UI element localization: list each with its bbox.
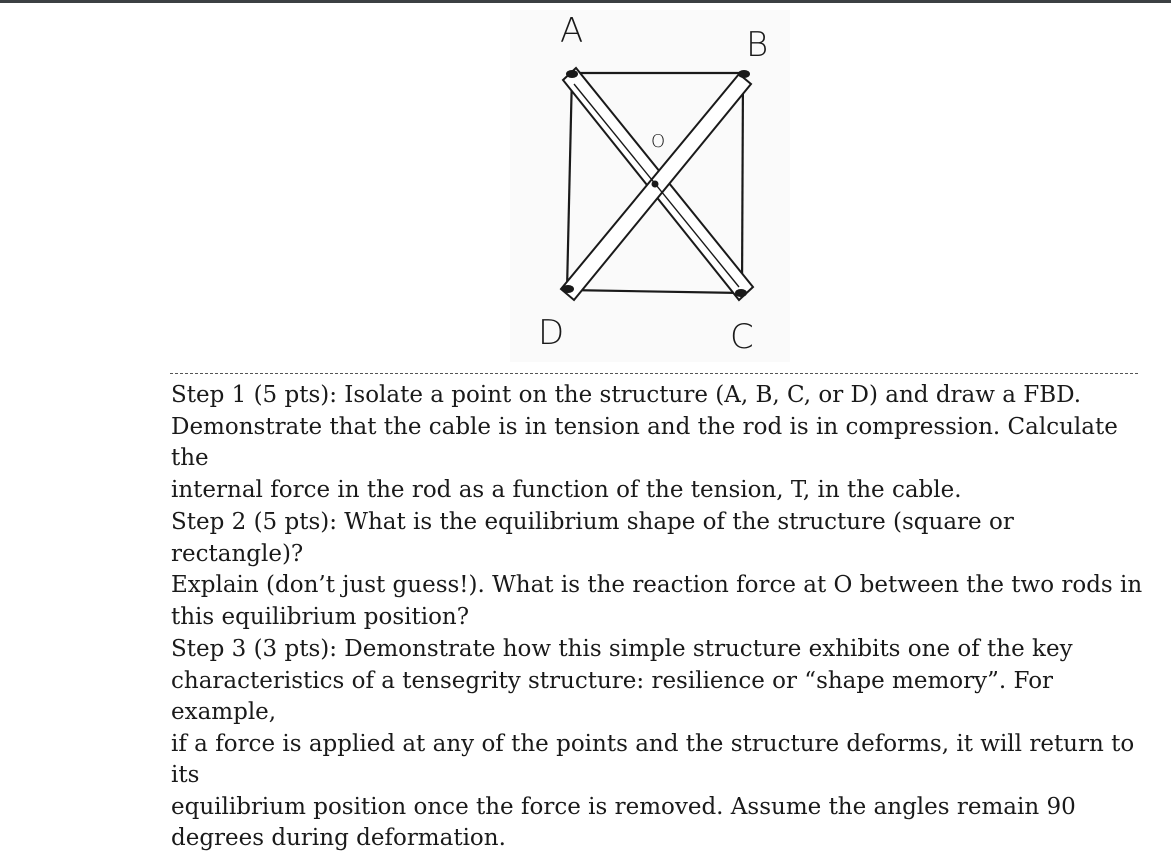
tensegrity-diagram	[510, 10, 790, 362]
step-1-text: Step 1 (5 pts): Isolate a point on the structure (A, B, C, or D) and draw a FBD. Demonstrate that the cable is in tension and the rod is in compression. Calculate the internal force in the rod as a function of the tension, T, in the cable.	[171, 382, 1118, 503]
cable-bc	[742, 73, 743, 293]
top-border	[0, 0, 1171, 3]
step-3-text: Step 3 (3 pts): Demonstrate how this simple structure exhibits one of the key characteristics of a tensegrity structure: resilience or “shape memory”. For example, if a force is applied at any of the points and the structure deforms, it will return to its equilibrium position once the force is removed. Assume the angles remain 90 degrees during deformation.	[171, 636, 1135, 851]
tensegrity-figure	[510, 10, 790, 362]
label-o: O	[651, 131, 666, 152]
step-2-text: Step 2 (5 pts): What is the equilibrium shape of the structure (square or rectangle)? Explain (don’t just guess!). What is the reaction force at O between the two rods in this equilibrium position?	[171, 509, 1143, 630]
joint-o	[652, 181, 659, 188]
joint-d	[562, 285, 574, 293]
joint-b	[738, 70, 750, 78]
joint-c	[735, 289, 747, 297]
label-b: B	[746, 25, 769, 65]
section-divider	[170, 373, 1138, 374]
label-d: D	[538, 313, 565, 353]
label-a: A	[560, 11, 584, 51]
joint-a	[566, 70, 578, 78]
label-c: C	[730, 317, 754, 357]
